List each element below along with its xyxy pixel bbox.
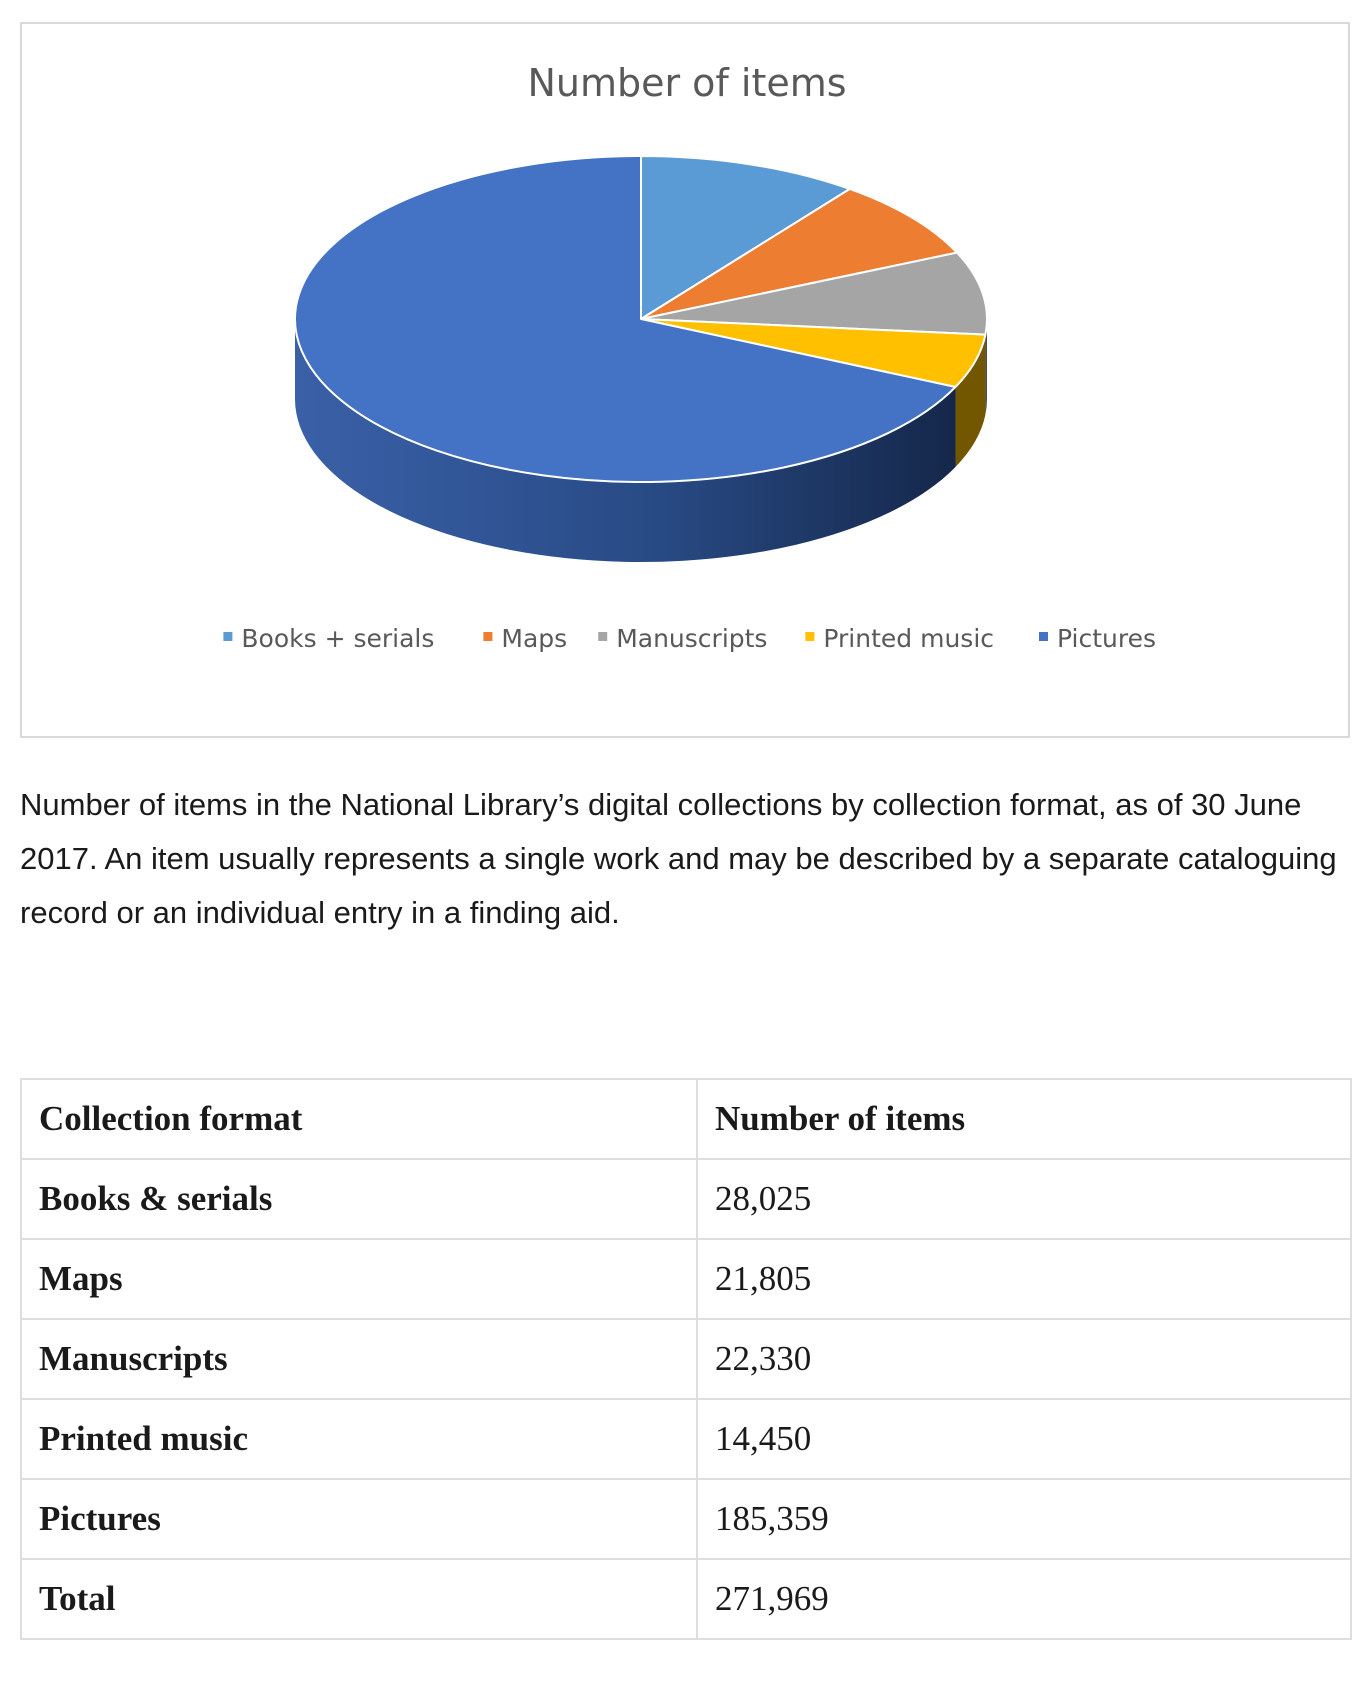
cell-format: Pictures (21, 1479, 697, 1559)
header-number-of-items: Number of items (697, 1079, 1351, 1159)
legend-label-printed-music: Printed music (823, 624, 995, 653)
table-row (21, 1479, 1351, 1559)
legend-swatch-maps (483, 632, 492, 641)
chart-frame (20, 22, 1350, 738)
legend-swatch-printed-music (805, 632, 814, 641)
legend-label-pictures: Pictures (1057, 624, 1156, 653)
collection-table (20, 1078, 1352, 1640)
legend-label-books-serials: Books + serials (241, 624, 435, 653)
legend-label-maps: Maps (501, 624, 568, 653)
legend-swatch-manuscripts (598, 632, 607, 641)
legend (223, 624, 1156, 653)
cell-value: 22,330 (697, 1319, 1351, 1399)
pie-chart (22, 24, 1352, 740)
table-row (21, 1399, 1351, 1479)
cell-format: Manuscripts (21, 1319, 697, 1399)
table-row (21, 1239, 1351, 1319)
cell-format: Maps (21, 1239, 697, 1319)
chart-title: Number of items (527, 61, 847, 105)
header-collection-format: Collection format (21, 1079, 697, 1159)
cell-value: 21,805 (697, 1239, 1351, 1319)
table-row (21, 1319, 1351, 1399)
cell-value: 14,450 (697, 1399, 1351, 1479)
table-row-total (21, 1559, 1351, 1639)
cell-value: 185,359 (697, 1479, 1351, 1559)
legend-swatch-pictures (1039, 632, 1048, 641)
table-header-row (21, 1079, 1351, 1159)
legend-swatch-books-serials (223, 632, 232, 641)
pie-top (295, 156, 987, 482)
cell-format: Books & serials (21, 1159, 697, 1239)
cell-format: Total (21, 1559, 697, 1639)
cell-value: 28,025 (697, 1159, 1351, 1239)
legend-label-manuscripts: Manuscripts (616, 624, 768, 653)
cell-value: 271,969 (697, 1559, 1351, 1639)
cell-format: Printed music (21, 1399, 697, 1479)
chart-caption: Number of items in the National Library’s digital collections by collection format, as of 30 June 2017. An item usually represents a single work and may be described by a separate cataloguing record or an individual entry in a finding aid. (20, 787, 1337, 930)
table-row (21, 1159, 1351, 1239)
